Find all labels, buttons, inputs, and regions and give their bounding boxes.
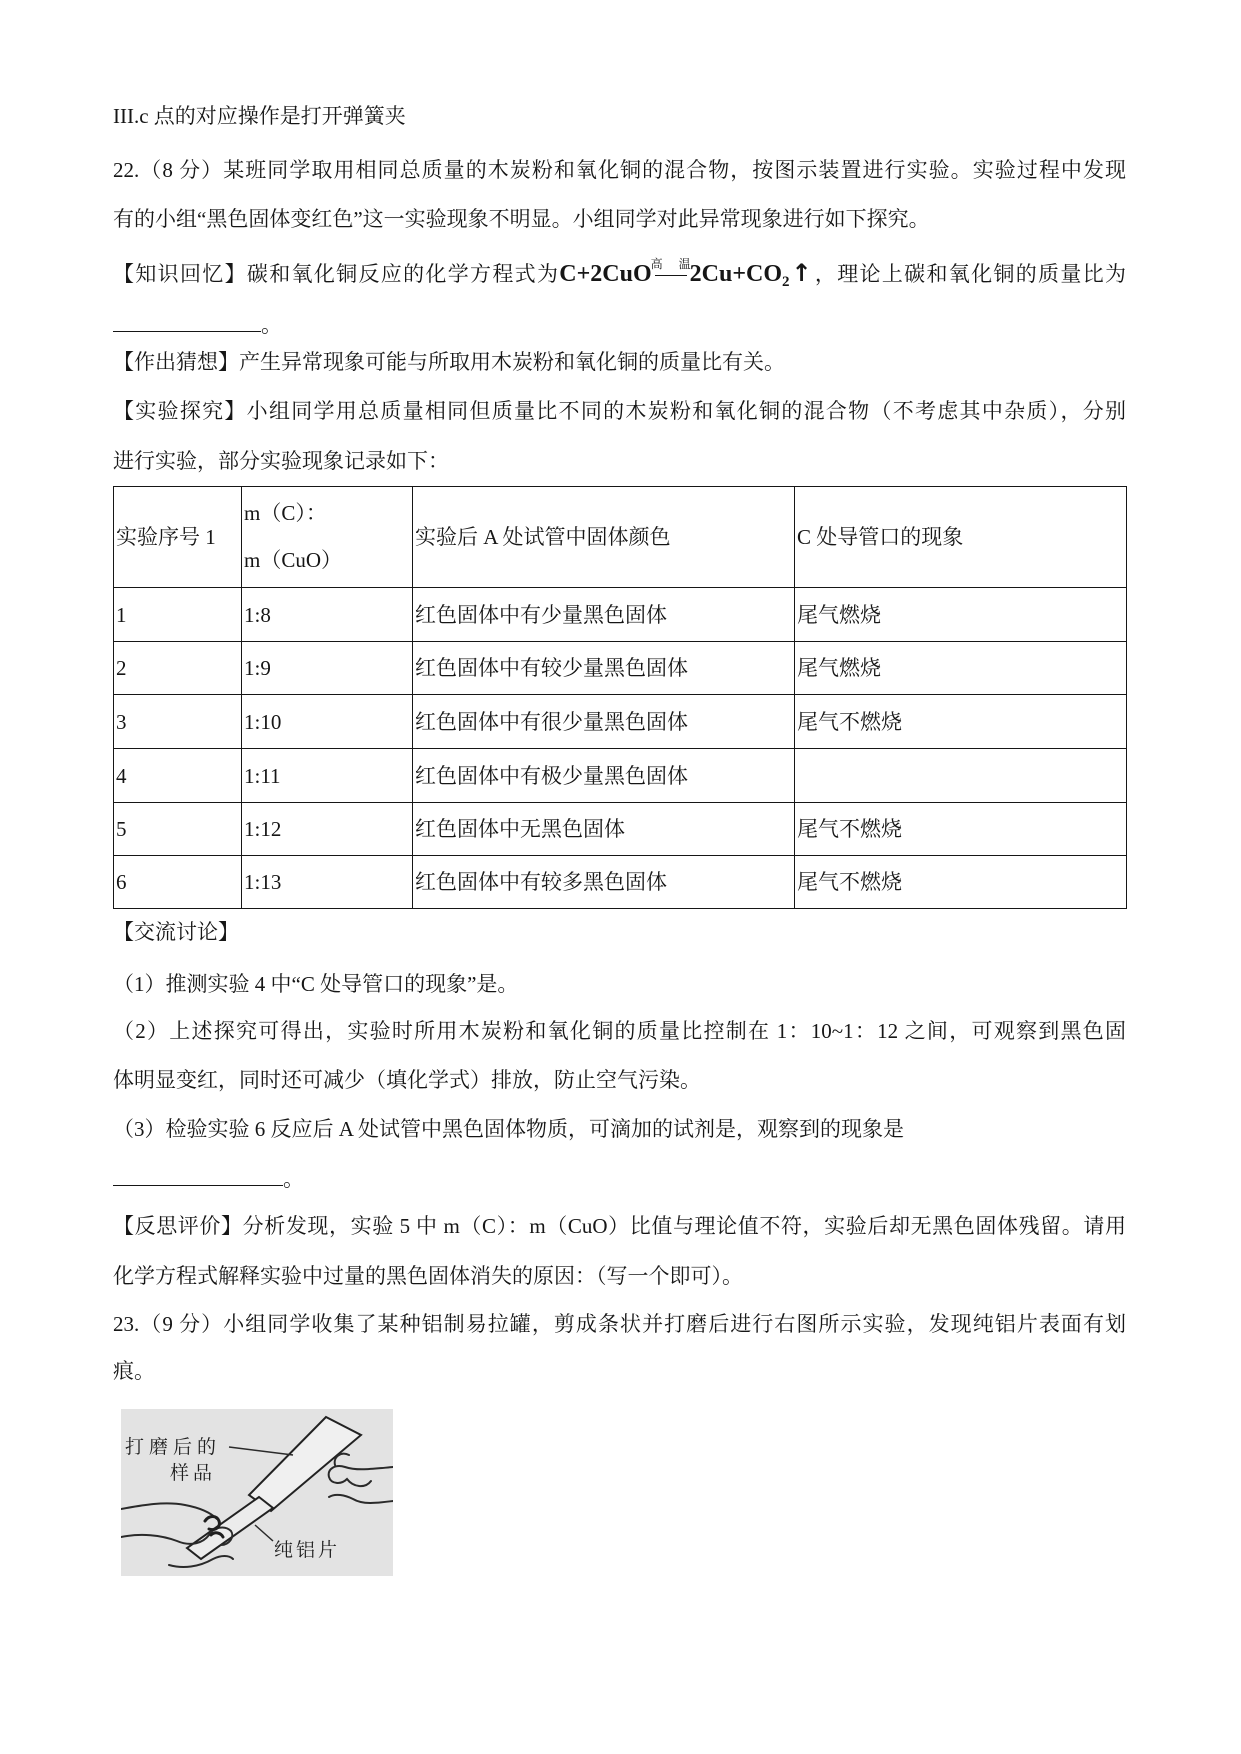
reaction-condition-text: 高温 <box>650 257 691 271</box>
table-row <box>114 803 1127 856</box>
hypothesis-line: 【作出猜想】产生异常现象可能与所取用木炭粉和氧化铜的质量比有关。 <box>113 350 785 374</box>
cell-ratio: 1:13 <box>242 856 413 909</box>
table-header-row <box>114 487 1127 588</box>
cell-outlet: 尾气不燃烧 <box>795 856 1127 909</box>
table-row <box>114 642 1127 695</box>
table-row <box>114 695 1127 749</box>
table-row <box>114 856 1127 909</box>
cell-index: 4 <box>114 749 242 803</box>
cell-solid-color: 红色固体中有较多黑色固体 <box>413 856 795 909</box>
discussion-q1: （1）推测实验 4 中“C 处导管口的现象”是。 <box>113 972 519 996</box>
cell-outlet: 尾气不燃烧 <box>795 695 1127 749</box>
equation-subscript: 2 <box>782 274 790 290</box>
discussion-q2-line-2: 体明显变红，同时还可减少（填化学式）排放，防止空气污染。 <box>113 1068 701 1092</box>
cell-ratio: 1:10 <box>242 695 413 749</box>
discussion-q2-line-1: （2）上述探究可得出，实验时所用木炭粉和氧化铜的质量比控制在 1：10~1：12 之间，可观察到黑色固 <box>113 1019 1126 1043</box>
cell-solid-color: 红色固体中无黑色固体 <box>413 803 795 856</box>
cell-ratio: 1:9 <box>242 642 413 695</box>
cell-index: 5 <box>114 803 242 856</box>
cell-outlet: 尾气燃烧 <box>795 642 1127 695</box>
cell-outlet: 尾气不燃烧 <box>795 803 1127 856</box>
reflection-line-2: 化学方程式解释实验中过量的黑色固体消失的原因：（写一个即可）。 <box>113 1264 743 1288</box>
cell-ratio: 1:12 <box>242 803 413 856</box>
header-solid-color: 实验后 A 处试管中固体颜色 <box>413 487 795 588</box>
cell-solid-color: 红色固体中有少量黑色固体 <box>413 588 795 642</box>
q22-intro-line-2: 有的小组“黑色固体变红色”这一实验现象不明显。小组同学对此异常现象进行如下探究。 <box>113 207 930 231</box>
cell-ratio: 1:8 <box>242 588 413 642</box>
discussion-q3-answer-line <box>113 1164 1126 1194</box>
exploration-line-1: 【实验探究】小组同学用总质量相同但质量比不同的木炭粉和氧化铜的混合物（不考虑其中杂质），分别 <box>113 399 1126 423</box>
knowledge-recall-line <box>113 258 1126 288</box>
cell-outlet: 尾气燃烧 <box>795 588 1127 642</box>
equation-reactants: C+2CuO <box>559 261 652 287</box>
cell-index: 6 <box>114 856 242 909</box>
q23-line-1: 23.（9 分）小组同学收集了某种铝制易拉罐，剪成条状并打磨后进行右图所示实验，发现纯铝片表面有划 <box>113 1312 1126 1336</box>
sample-label-line-2: 样品 <box>170 1463 217 1484</box>
cell-solid-color: 红色固体中有极少量黑色固体 <box>413 749 795 803</box>
gas-arrow-icon: ↑ <box>791 259 812 287</box>
answer-blank-end: 。 <box>261 313 282 337</box>
answer-blank <box>113 311 261 332</box>
table-row <box>114 749 1127 803</box>
answer-blank-end: 。 <box>283 1167 304 1191</box>
knowledge-recall-lead: 【知识回忆】碳和氧化铜反应的化学方程式为 <box>113 262 560 286</box>
experiment-record-table <box>113 486 1127 909</box>
header-mass-ratio-line-2: m（CuO） <box>244 548 343 572</box>
knowledge-recall-answer-line <box>113 310 1126 340</box>
cell-index: 3 <box>114 695 242 749</box>
cell-ratio: 1:11 <box>242 749 413 803</box>
cell-solid-color: 红色固体中有很少量黑色固体 <box>413 695 795 749</box>
reaction-condition-line <box>655 275 687 276</box>
header-mass-ratio-line-1: m（C）： <box>244 501 327 525</box>
header-mass-ratio <box>242 487 413 588</box>
reaction-condition-sign <box>650 257 691 288</box>
previous-question-statement: III.c 点的对应操作是打开弹簧夹 <box>113 104 406 128</box>
reflection-line-1: 【反思评价】分析发现，实验 5 中 m（C）：m（CuO）比值与理论值不符，实验后却无黑色固体残留。请用 <box>113 1214 1126 1238</box>
discussion-q3: （3）检验实验 6 反应后 A 处试管中黑色固体物质，可滴加的试剂是，观察到的现象是 <box>113 1117 905 1141</box>
cell-outlet <box>795 749 1127 803</box>
exploration-line-2: 进行实验，部分实验现象记录如下： <box>113 449 449 473</box>
cell-solid-color: 红色固体中有较少量黑色固体 <box>413 642 795 695</box>
pure-aluminum-label: 纯铝片 <box>274 1540 341 1561</box>
cell-index: 2 <box>114 642 242 695</box>
answer-blank <box>113 1165 283 1186</box>
discussion-heading: 【交流讨论】 <box>113 920 239 944</box>
table-row <box>114 588 1127 642</box>
aluminum-scratch-experiment-figure <box>121 1409 393 1576</box>
knowledge-recall-tail: ，理论上碳和氧化铜的质量比为 <box>813 262 1127 286</box>
sample-label-line-1: 打磨后的 <box>125 1437 222 1458</box>
equation-products-text: 2Cu+CO <box>689 261 782 287</box>
equation-products <box>689 261 790 290</box>
cell-index: 1 <box>114 588 242 642</box>
q22-intro-line-1: 22.（8 分）某班同学取用相同总质量的木炭粉和氧化铜的混合物，按图示装置进行实验。实验过程中发现 <box>113 158 1126 182</box>
q23-line-2: 痕。 <box>113 1359 155 1383</box>
header-experiment-index: 实验序号 1 <box>114 487 242 588</box>
header-outlet-phenomenon: C 处导管口的现象 <box>795 487 1127 588</box>
